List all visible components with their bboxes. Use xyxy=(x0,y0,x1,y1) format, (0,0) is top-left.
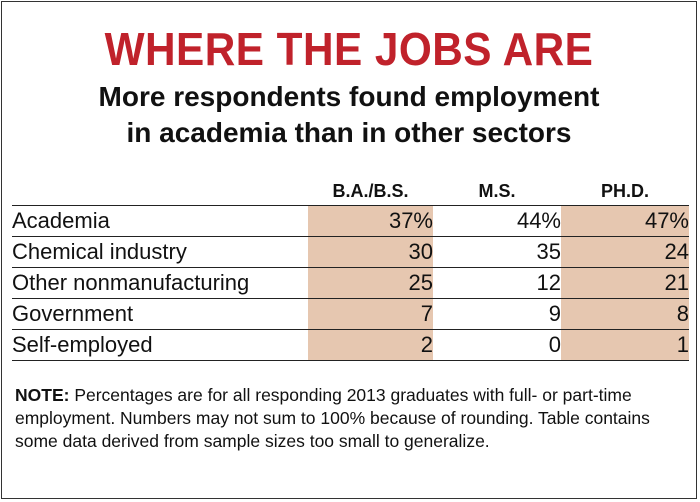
cell-value: 1 xyxy=(561,330,689,361)
header-corner xyxy=(12,178,308,206)
cell-value: 0 xyxy=(433,330,561,361)
table-row xyxy=(12,237,689,268)
cell-value: 2 xyxy=(308,330,433,361)
row-label: Chemical industry xyxy=(12,237,308,268)
cell-value: 8 xyxy=(561,299,689,330)
cell-value: 9 xyxy=(433,299,561,330)
cell-value: 47% xyxy=(561,206,689,237)
subtitle-line-1: More respondents found employment xyxy=(98,81,600,112)
table-row xyxy=(12,299,689,330)
table-row xyxy=(12,268,689,299)
cell-value: 25 xyxy=(308,268,433,299)
cell-value: 24 xyxy=(561,237,689,268)
table-row xyxy=(12,330,689,361)
column-header-ba: B.A./B.S. xyxy=(332,181,409,201)
row-label: Academia xyxy=(12,206,308,237)
row-label: Government xyxy=(12,299,308,330)
cell-value: 35 xyxy=(433,237,561,268)
footnote-text: Percentages are for all responding 2013 graduates with full- or part-time employment. Numbers may not sum to 100% because of rounding. Table contains some data derived from sample sizes too small to generalize. xyxy=(15,385,650,451)
table-row xyxy=(12,206,689,237)
chart-subtitle xyxy=(2,79,696,151)
cell-value: 12 xyxy=(433,268,561,299)
footnote-label: NOTE: xyxy=(15,385,70,405)
cell-value: 30 xyxy=(308,237,433,268)
row-label: Other nonmanufacturing xyxy=(12,268,308,299)
chart-title: WHERE THE JOBS ARE xyxy=(104,23,594,75)
column-header-ms: M.S. xyxy=(478,181,516,201)
subtitle-line-2: in academia than in other sectors xyxy=(126,117,572,148)
footnote xyxy=(15,384,687,453)
cell-value: 21 xyxy=(561,268,689,299)
column-header-phd: PH.D. xyxy=(600,181,649,201)
row-label: Self-employed xyxy=(12,330,308,361)
cell-value: 44% xyxy=(433,206,561,237)
header-row xyxy=(12,178,689,206)
jobs-table xyxy=(12,178,689,361)
cell-value: 37% xyxy=(308,206,433,237)
cell-value: 7 xyxy=(308,299,433,330)
chart-frame xyxy=(1,1,697,499)
